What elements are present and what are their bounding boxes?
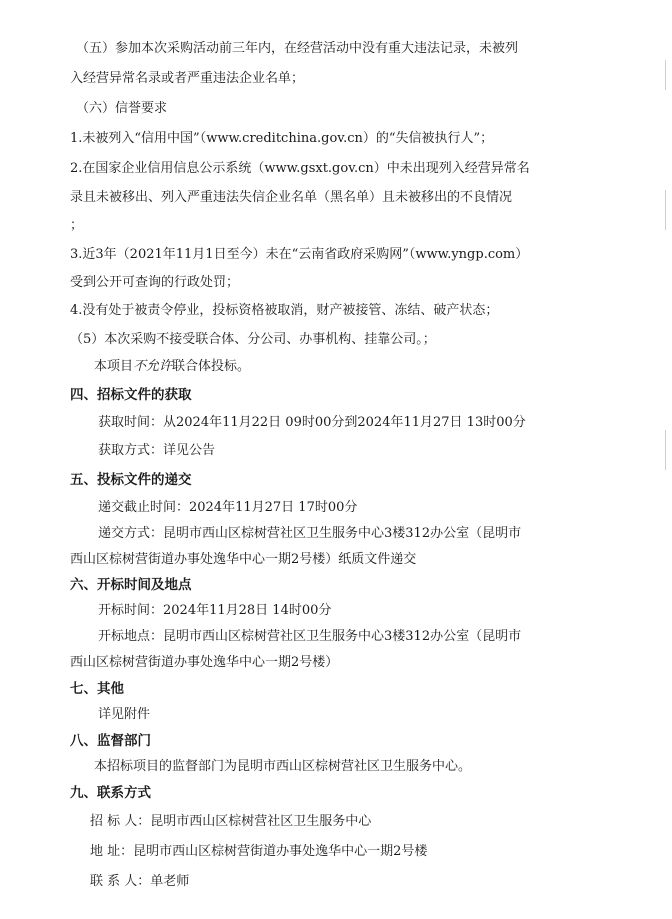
section-4-method: 获取方式：详见公告 [98, 443, 216, 458]
section-6-place-line1: 开标地点：昆明市西山区棕树营社区卫生服务中心3楼312办公室（昆明市 [98, 629, 522, 644]
contact-tenderer: 招 标 人：昆明市西山区棕树营社区卫生服务中心 [90, 814, 372, 829]
consortium-note-italic: 不允许 [133, 359, 173, 374]
section-4-time: 获取时间：从2024年11月22日 09时00分到2024年11月27日 13时00分 [98, 415, 526, 430]
section-9-heading: 九、联系方式 [70, 785, 151, 801]
credit-requirement-2-line3: ； [70, 218, 84, 233]
section-5-method-line1: 递交方式：昆明市西山区棕树营社区卫生服务中心3楼312办公室（昆明市 [98, 526, 522, 541]
credit-requirement-2-line1: 2.在国家企业信用信息公示系统（www.gsxt.gov.cn）中未出现列入经营异常名 [70, 161, 530, 176]
section-8-heading: 八、监督部门 [70, 733, 151, 749]
section-7-heading: 七、其他 [70, 681, 124, 697]
consortium-statement: （5）本次采购不接受联合体、分公司、办事机构、挂靠公司。； [70, 332, 436, 347]
credit-requirement-1: 1.未被列入“信用中国”（www.creditchina.gov.cn）的“失信被执行人”； [70, 131, 494, 146]
section-7-text: 详见附件 [98, 707, 151, 722]
credit-requirement-4: 4.没有处于被责令停业，投标资格被取消，财产被接管、冻结、破产状态； [70, 303, 499, 318]
qualification-item5-line1: （五）参加本次采购活动前三年内，在经营活动中没有重大违法记录，未被列 [76, 41, 519, 56]
credit-requirement-3-line2: 受到公开可查询的行政处罚； [70, 275, 240, 290]
consortium-note [94, 358, 250, 376]
qualification-item6-heading: （六）信誉要求 [76, 101, 168, 116]
contact-person: 联 系 人：单老师 [90, 874, 190, 889]
scan-edge-mark [665, 430, 666, 470]
consortium-note-prefix: 本项目 [94, 359, 134, 374]
section-6-heading: 六、开标时间及地点 [70, 577, 192, 593]
section-6-time: 开标时间：2024年11月28日 14时00分 [98, 603, 332, 618]
credit-requirement-2-line2: 录且未被移出、列入严重违法失信企业名单（黑名单）且未被移出的不良情况 [70, 190, 513, 205]
credit-requirement-3-line1: 3.近3年（2021年11月1日至今）未在“云南省政府采购网”（www.yngp.com） [70, 247, 529, 262]
section-4-heading: 四、招标文件的获取 [70, 387, 192, 403]
scan-edge-mark [665, 190, 666, 230]
qualification-item5-line2: 入经营异常名录或者严重违法企业名单； [70, 71, 305, 86]
contact-address: 地 址：昆明市西山区棕树营街道办事处逸华中心一期2号楼 [90, 844, 428, 859]
section-8-text: 本招标项目的监督部门为昆明市西山区棕树营社区卫生服务中心。 [94, 759, 472, 774]
section-5-method-line2: 西山区棕树营街道办事处逸华中心一期2号楼）纸质文件递交 [70, 552, 417, 567]
section-5-heading: 五、投标文件的递交 [70, 472, 192, 488]
consortium-note-suffix: 联合体投标。 [172, 359, 251, 374]
section-6-place-line2: 西山区棕树营街道办事处逸华中心一期2号楼） [70, 655, 339, 670]
scan-edge-mark [665, 60, 666, 90]
section-5-deadline: 递交截止时间：2024年11月27日 17时00分 [98, 500, 358, 515]
